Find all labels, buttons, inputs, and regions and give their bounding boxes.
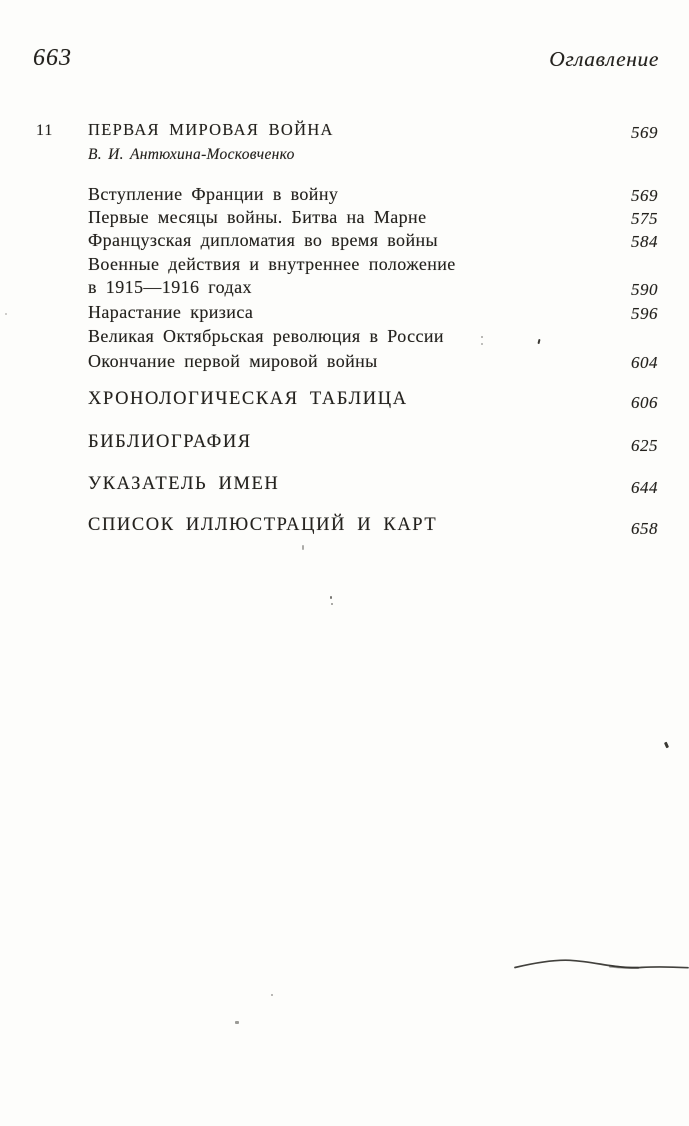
- toc-section-title: ХРОНОЛОГИЧЕСКАЯ ТАБЛИЦА: [88, 389, 408, 409]
- scan-speck: [664, 742, 669, 749]
- toc-entry-page-number: 575: [631, 209, 658, 228]
- chapter-author: В. И. Антюхина-Московченко: [88, 146, 295, 163]
- toc-section: [88, 388, 658, 411]
- toc-entry-page-number: 596: [631, 304, 658, 323]
- chapter-page-number: 569: [631, 123, 658, 142]
- toc-entry-title-line1: Военные действия и внутреннее положение: [88, 254, 456, 274]
- toc-entry: [88, 253, 658, 298]
- chapter-author-row: [88, 145, 658, 165]
- toc-section-title: УКАЗАТЕЛЬ ИМЕН: [88, 474, 280, 494]
- chapter-title: ПЕРВАЯ МИРОВАЯ ВОЙНА: [88, 120, 334, 139]
- toc-entry: [88, 229, 658, 252]
- toc-section-title: БИБЛИОГРАФИЯ: [88, 432, 252, 452]
- toc-section-page-number: 625: [631, 436, 658, 455]
- toc-entry-page-number: 569: [631, 186, 658, 205]
- chapter-heading-row: [36, 120, 658, 142]
- toc-entry-title-line2: в 1915—1916 годах: [88, 276, 252, 297]
- toc-entry-title: Нарастание кризиса: [88, 302, 254, 322]
- scan-speck: [481, 336, 483, 338]
- scan-speck: [302, 545, 304, 550]
- toc-entry-page-number: 590: [631, 280, 658, 299]
- scan-speck: [271, 994, 273, 996]
- scan-speck: [330, 596, 332, 599]
- toc-section: [88, 431, 658, 454]
- running-header-title: Оглавление: [549, 47, 659, 71]
- scan-speck: [331, 603, 333, 605]
- toc-entry: [88, 301, 658, 324]
- toc-entry-title: Первые месяцы войны. Битва на Марне: [88, 207, 427, 227]
- toc-entry: [88, 350, 658, 373]
- toc-entry: [88, 325, 658, 348]
- stray-ink-line: [514, 956, 689, 974]
- toc-section-title: СПИСОК ИЛЛЮСТРАЦИЙ И КАРТ: [88, 515, 438, 535]
- toc-section-page-number: 644: [631, 478, 658, 497]
- toc-entry-title: Окончание первой мировой войны: [88, 351, 378, 371]
- scan-speck: [481, 343, 483, 345]
- toc-entry-title: Великая Октябрьская революция в России: [88, 326, 444, 346]
- toc-section-page-number: 606: [631, 393, 658, 412]
- toc-section: [88, 514, 658, 537]
- toc-entry: [88, 206, 658, 229]
- toc-entry: [88, 183, 658, 206]
- toc-entry-title: Французская дипломатия во время войны: [88, 230, 439, 250]
- toc-entry-title: Вступление Франции в войну: [88, 184, 339, 204]
- scan-speck: [235, 1021, 239, 1024]
- page-number-folio: 663: [33, 45, 72, 71]
- toc-section-page-number: 658: [631, 519, 658, 538]
- toc-entry-page-number: 604: [631, 353, 658, 372]
- toc-entry-page-number: 584: [631, 232, 658, 251]
- chapter-number: 11: [36, 122, 54, 139]
- scan-speck: [5, 313, 7, 315]
- toc-section: [88, 473, 658, 496]
